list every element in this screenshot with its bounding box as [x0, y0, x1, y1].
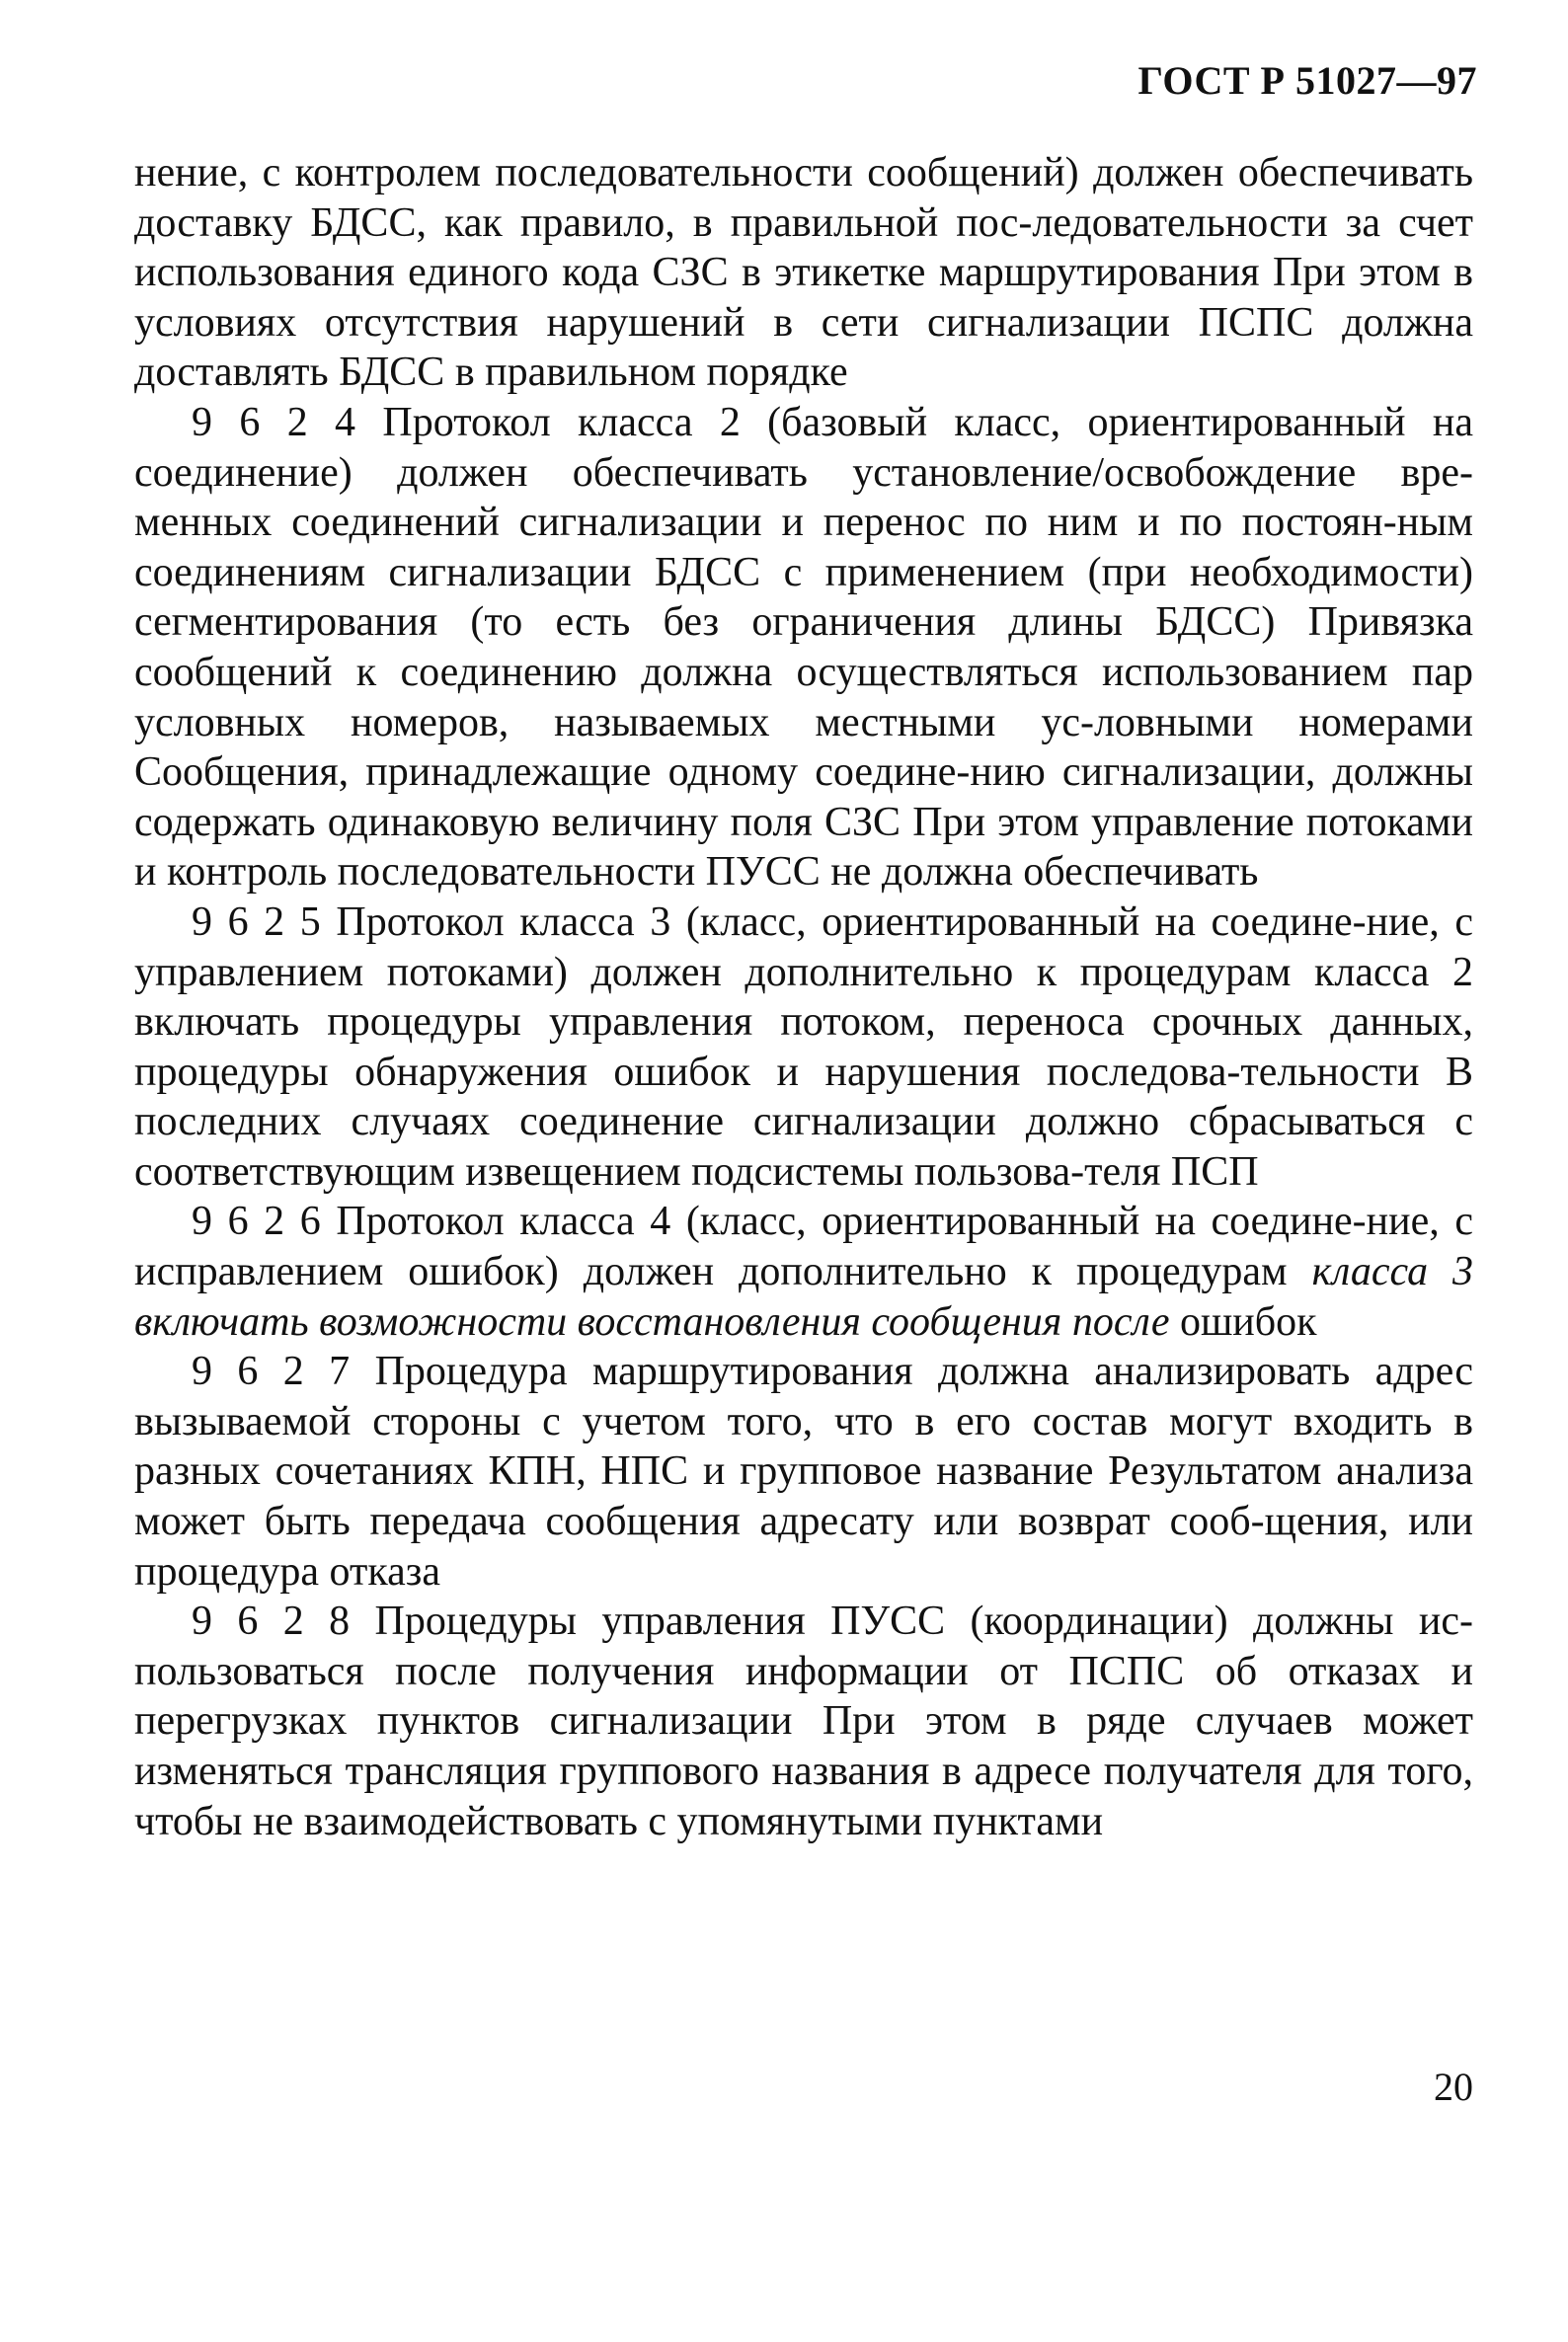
paragraph-9-6-2-7: 9 6 2 7 Процедура маршрутирования должна анализировать адрес вызываемой стороны с учетом того, что в его состав могут входить в разных сочетаниях КПН, НПС и групповое название Результатом анализа может быть передача сообщения адресату или возврат сооб-щения, или процедура отказа	[134, 1349, 1473, 1595]
standard-code-header: ГОСТ Р 51027—97	[1137, 58, 1477, 103]
paragraph-continuation: нение, с контролем последовательности сообщений) должен обеспечивать доставку БДСС, как правило, в правильной пос-ледовательности за счет использования единого кода СЗС в этикетке маршрутирования При этом в условиях отсутствия нарушений в сети сигнализации ПСПС должна доставлять БДСС в правильном порядке	[134, 150, 1473, 396]
paragraph-9-6-2-5: 9 6 2 5 Протокол класса 3 (класс, ориентированный на соедине-ние, с управлением потоками) должен дополнительно к процедурам класса 2 включать процедуры управления потоком, переноса срочных данных, процедуры обнаружения ошибок и нарушения последова-тельности В последних случаях соединение сигнализации должно сбрасываться с соответствующим извещением подсистемы пользова-теля ПСП	[134, 898, 1473, 1195]
document-body	[134, 148, 1473, 1846]
paragraph-9-6-2-6	[134, 1197, 1473, 1347]
paragraph-9-6-2-8: 9 6 2 8 Процедуры управления ПУСС (координации) должны ис-пользоваться после получения информации от ПСПС об отказах и перегрузках пунктов сигнализации При этом в ряде случаев может изменяться трансляция группового названия в адресе получателя для того, чтобы не взаимодействовать с упомянутыми пунктами	[134, 1599, 1473, 1844]
paragraph-9-6-2-6-italic: класса 3 включать возможности восстановления сообщения после	[134, 1249, 1473, 1345]
paragraph-9-6-2-4: 9 6 2 4 Протокол класса 2 (базовый класс, ориентированный на соединение) должен обеспечивать установление/освобождение вре-менных соединений сигнализации и перенос по ним и по постоян-ным соединениям сигнализации БДСС с применением (при необходимости) сегментирования (то есть без ограничения длины БДСС) Привязка сообщений к соединению должна осуществляться использованием пар условных номеров, называемых местными ус-ловными номерами Сообщения, принадлежащие одному соедине-нию сигнализации, должны содержать одинаковую величину поля СЗС При этом управление потоками и контроль последовательности ПУСС не должна обеспечивать	[134, 399, 1473, 896]
paragraph-9-6-2-6-end: ошибок	[1169, 1298, 1317, 1345]
page-number: 20	[1434, 2065, 1473, 2109]
paragraph-9-6-2-6-start: 9 6 2 6 Протокол класса 4 (класс, ориентированный на соедине-ние, с исправлением ошибок) должен дополнительно к процедурам	[134, 1199, 1473, 1295]
